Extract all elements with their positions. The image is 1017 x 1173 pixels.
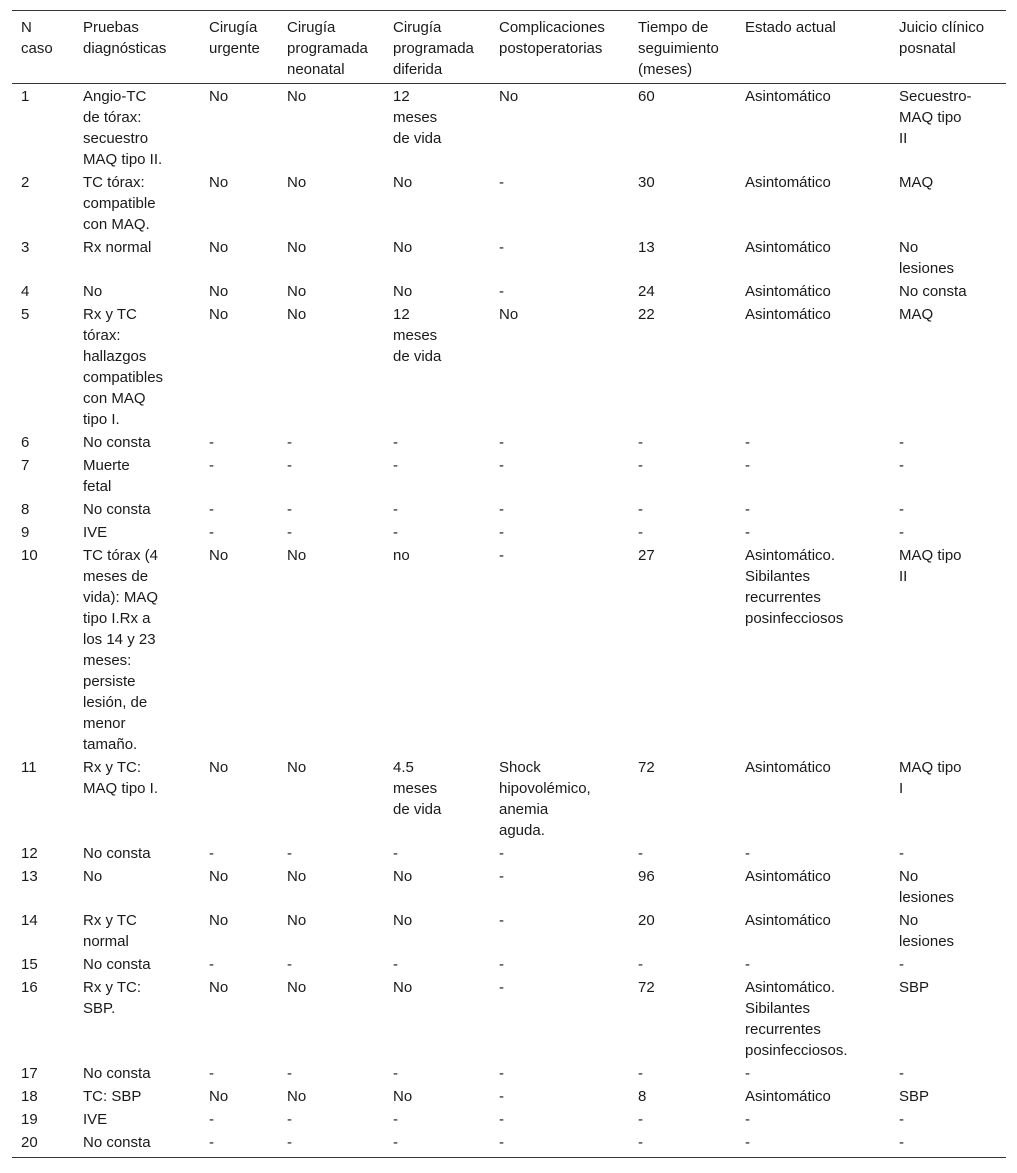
table-row bbox=[12, 84, 1006, 172]
cell-case-number: 6 bbox=[21, 434, 30, 451]
header-followup-time: Tiempo de seguimiento (meses) bbox=[638, 19, 719, 78]
header-urgent-surgery: Cirugía urgente bbox=[209, 19, 260, 57]
cell-deferred-surgery: No bbox=[393, 283, 413, 300]
cell-neonatal-surgery: - bbox=[287, 524, 292, 541]
cell-diagnostic-tests: No consta bbox=[83, 1134, 151, 1151]
cell-diagnostic-tests: Muerte fetal bbox=[83, 457, 130, 495]
cell-postop-complications: - bbox=[499, 239, 504, 256]
cell-case-number: 1 bbox=[21, 88, 30, 105]
cell-diagnostic-tests: TC tórax: compatible con MAQ. bbox=[83, 174, 156, 233]
cell-diagnostic-tests: No consta bbox=[83, 845, 151, 862]
table-row bbox=[12, 454, 1006, 498]
cell-urgent-surgery: No bbox=[209, 1088, 229, 1105]
cell-diagnostic-tests: Rx y TC tórax: hallazgos compatibles con MAQ tipo I. bbox=[83, 306, 164, 428]
cell-postnatal-diagnosis: No lesiones bbox=[899, 868, 955, 906]
cell-urgent-surgery: No bbox=[209, 547, 229, 564]
cell-postop-complications: Shock hipovolémico, anemia aguda. bbox=[499, 759, 591, 839]
cell-urgent-surgery: - bbox=[209, 1134, 214, 1151]
cell-neonatal-surgery: - bbox=[287, 1134, 292, 1151]
table-row bbox=[12, 544, 1006, 756]
table-row bbox=[12, 303, 1006, 431]
cell-urgent-surgery: - bbox=[209, 845, 214, 862]
cell-followup-time: 22 bbox=[638, 306, 655, 323]
cell-deferred-surgery: No bbox=[393, 174, 413, 191]
cell-postop-complications: - bbox=[499, 501, 504, 518]
table-row bbox=[12, 171, 1006, 236]
cell-followup-time: - bbox=[638, 845, 643, 862]
clinical-cases-table bbox=[12, 10, 1006, 1158]
cell-followup-time: - bbox=[638, 956, 643, 973]
cell-urgent-surgery: - bbox=[209, 1065, 214, 1082]
cell-neonatal-surgery: No bbox=[287, 88, 307, 105]
cell-diagnostic-tests: IVE bbox=[83, 1111, 108, 1128]
cell-diagnostic-tests: TC tórax (4 meses de vida): MAQ tipo I.Rx a los 14 y 23 meses: persiste lesión, de menor tamaño. bbox=[83, 547, 159, 753]
table-row bbox=[12, 498, 1006, 521]
cell-postop-complications: - bbox=[499, 956, 504, 973]
cell-case-number: 5 bbox=[21, 306, 30, 323]
cell-urgent-surgery: No bbox=[209, 306, 229, 323]
cell-case-number: 15 bbox=[21, 956, 38, 973]
cell-neonatal-surgery: No bbox=[287, 868, 307, 885]
cell-neonatal-surgery: No bbox=[287, 759, 307, 776]
cell-postnatal-diagnosis: MAQ tipo I bbox=[899, 759, 962, 797]
cell-case-number: 13 bbox=[21, 868, 38, 885]
cell-postop-complications: - bbox=[499, 868, 504, 885]
cell-postop-complications: - bbox=[499, 524, 504, 541]
cell-diagnostic-tests: Rx y TC: MAQ tipo I. bbox=[83, 759, 159, 797]
cell-postnatal-diagnosis: - bbox=[899, 524, 904, 541]
table-header bbox=[12, 11, 1006, 84]
cell-urgent-surgery: No bbox=[209, 283, 229, 300]
cell-case-number: 3 bbox=[21, 239, 30, 256]
cell-neonatal-surgery: - bbox=[287, 501, 292, 518]
cell-postnatal-diagnosis: No consta bbox=[899, 283, 967, 300]
cell-postnatal-diagnosis: - bbox=[899, 1134, 904, 1151]
cell-current-status: Asintomático bbox=[745, 759, 831, 776]
table-row bbox=[12, 976, 1006, 1062]
cell-case-number: 16 bbox=[21, 979, 38, 996]
cell-urgent-surgery: No bbox=[209, 979, 229, 996]
cell-neonatal-surgery: No bbox=[287, 979, 307, 996]
cell-followup-time: - bbox=[638, 501, 643, 518]
cell-urgent-surgery: - bbox=[209, 457, 214, 474]
table-body bbox=[12, 84, 1006, 1158]
cell-case-number: 18 bbox=[21, 1088, 38, 1105]
table-row bbox=[12, 431, 1006, 454]
table-row bbox=[12, 909, 1006, 953]
cell-current-status: Asintomático bbox=[745, 239, 831, 256]
cell-current-status: Asintomático. Sibilantes recurrentes posinfecciosos bbox=[745, 547, 844, 627]
cell-followup-time: 27 bbox=[638, 547, 655, 564]
cell-urgent-surgery: - bbox=[209, 956, 214, 973]
cell-postop-complications: - bbox=[499, 434, 504, 451]
cell-diagnostic-tests: Rx normal bbox=[83, 239, 152, 256]
cell-followup-time: 20 bbox=[638, 912, 655, 929]
cell-current-status: - bbox=[745, 434, 750, 451]
cell-urgent-surgery: No bbox=[209, 759, 229, 776]
cell-case-number: 19 bbox=[21, 1111, 38, 1128]
cell-neonatal-surgery: No bbox=[287, 306, 307, 323]
cell-neonatal-surgery: No bbox=[287, 174, 307, 191]
cell-case-number: 8 bbox=[21, 501, 30, 518]
cell-postnatal-diagnosis: - bbox=[899, 1111, 904, 1128]
cell-diagnostic-tests: Rx y TC: SBP. bbox=[83, 979, 142, 1017]
cell-neonatal-surgery: No bbox=[287, 547, 307, 564]
cell-urgent-surgery: - bbox=[209, 434, 214, 451]
table-row bbox=[12, 521, 1006, 544]
cell-followup-time: 72 bbox=[638, 759, 655, 776]
cell-postop-complications: No bbox=[499, 306, 519, 323]
cell-current-status: - bbox=[745, 457, 750, 474]
cell-case-number: 17 bbox=[21, 1065, 38, 1082]
table-row bbox=[12, 1062, 1006, 1085]
cell-postop-complications: - bbox=[499, 457, 504, 474]
cell-postop-complications: - bbox=[499, 1134, 504, 1151]
cell-followup-time: - bbox=[638, 1134, 643, 1151]
cell-neonatal-surgery: - bbox=[287, 434, 292, 451]
cell-followup-time: 72 bbox=[638, 979, 655, 996]
cell-deferred-surgery: - bbox=[393, 1134, 398, 1151]
cell-case-number: 10 bbox=[21, 547, 38, 564]
cell-deferred-surgery: 12 meses de vida bbox=[393, 306, 442, 365]
cell-deferred-surgery: No bbox=[393, 979, 413, 996]
cell-current-status: - bbox=[745, 1134, 750, 1151]
cell-diagnostic-tests: No consta bbox=[83, 434, 151, 451]
cell-diagnostic-tests: No bbox=[83, 868, 103, 885]
cell-deferred-surgery: - bbox=[393, 956, 398, 973]
cell-deferred-surgery: - bbox=[393, 501, 398, 518]
cell-postop-complications: - bbox=[499, 547, 504, 564]
cell-current-status: - bbox=[745, 1065, 750, 1082]
cell-deferred-surgery: No bbox=[393, 239, 413, 256]
cell-postnatal-diagnosis: - bbox=[899, 434, 904, 451]
cell-postop-complications: - bbox=[499, 174, 504, 191]
cell-postnatal-diagnosis: - bbox=[899, 1065, 904, 1082]
cell-postnatal-diagnosis: SBP bbox=[899, 1088, 930, 1105]
cell-followup-time: 60 bbox=[638, 88, 655, 105]
cell-neonatal-surgery: No bbox=[287, 912, 307, 929]
table-row bbox=[12, 280, 1006, 303]
cell-postop-complications: - bbox=[499, 283, 504, 300]
cell-followup-time: 13 bbox=[638, 239, 655, 256]
header-postop-complications: Complicaciones postoperatorias bbox=[499, 19, 605, 57]
cell-neonatal-surgery: - bbox=[287, 1065, 292, 1082]
cell-postnatal-diagnosis: - bbox=[899, 956, 904, 973]
cell-postnatal-diagnosis: MAQ bbox=[899, 306, 934, 323]
cell-urgent-surgery: No bbox=[209, 912, 229, 929]
cell-current-status: Asintomático. Sibilantes recurrentes posinfecciosos. bbox=[745, 979, 848, 1059]
cell-current-status: Asintomático bbox=[745, 868, 831, 885]
cell-diagnostic-tests: No consta bbox=[83, 956, 151, 973]
cell-urgent-surgery: No bbox=[209, 174, 229, 191]
cell-urgent-surgery: No bbox=[209, 239, 229, 256]
cell-urgent-surgery: No bbox=[209, 88, 229, 105]
cell-case-number: 2 bbox=[21, 174, 30, 191]
cell-current-status: Asintomático bbox=[745, 88, 831, 105]
cell-followup-time: - bbox=[638, 434, 643, 451]
cell-postop-complications: - bbox=[499, 912, 504, 929]
cell-deferred-surgery: - bbox=[393, 524, 398, 541]
cell-diagnostic-tests: No consta bbox=[83, 501, 151, 518]
cell-postnatal-diagnosis: SBP bbox=[899, 979, 930, 996]
cell-diagnostic-tests: IVE bbox=[83, 524, 108, 541]
cell-diagnostic-tests: Rx y TC normal bbox=[83, 912, 137, 950]
cell-diagnostic-tests: Angio-TC de tórax: secuestro MAQ tipo II. bbox=[83, 88, 163, 168]
cell-case-number: 12 bbox=[21, 845, 38, 862]
cell-urgent-surgery: - bbox=[209, 501, 214, 518]
cell-followup-time: - bbox=[638, 457, 643, 474]
table-row bbox=[12, 953, 1006, 976]
cell-postnatal-diagnosis: No lesiones bbox=[899, 912, 955, 950]
cell-current-status: Asintomático bbox=[745, 306, 831, 323]
header-diagnostic-tests: Pruebas diagnósticas bbox=[83, 19, 167, 57]
header-neonatal-surgery: Cirugía programada neonatal bbox=[287, 19, 368, 78]
cell-urgent-surgery: - bbox=[209, 524, 214, 541]
cell-deferred-surgery: - bbox=[393, 457, 398, 474]
table-row bbox=[12, 756, 1006, 842]
cell-case-number: 9 bbox=[21, 524, 30, 541]
cell-current-status: - bbox=[745, 956, 750, 973]
cell-postop-complications: No bbox=[499, 88, 519, 105]
cell-postop-complications: - bbox=[499, 1111, 504, 1128]
cell-postnatal-diagnosis: - bbox=[899, 845, 904, 862]
cell-neonatal-surgery: - bbox=[287, 845, 292, 862]
header-case-number: N caso bbox=[21, 19, 53, 57]
cell-case-number: 11 bbox=[21, 759, 37, 776]
cell-postop-complications: - bbox=[499, 979, 504, 996]
table-row bbox=[12, 842, 1006, 865]
cell-deferred-surgery: - bbox=[393, 845, 398, 862]
cell-neonatal-surgery: - bbox=[287, 956, 292, 973]
cell-postop-complications: - bbox=[499, 1088, 504, 1105]
cell-neonatal-surgery: - bbox=[287, 457, 292, 474]
cell-neonatal-surgery: No bbox=[287, 239, 307, 256]
cell-postop-complications: - bbox=[499, 845, 504, 862]
cell-postop-complications: - bbox=[499, 1065, 504, 1082]
cell-current-status: Asintomático bbox=[745, 912, 831, 929]
cell-followup-time: 8 bbox=[638, 1088, 647, 1105]
cell-deferred-surgery: No bbox=[393, 868, 413, 885]
table-row bbox=[12, 865, 1006, 909]
cell-diagnostic-tests: No consta bbox=[83, 1065, 151, 1082]
cell-deferred-surgery: - bbox=[393, 434, 398, 451]
cell-followup-time: 30 bbox=[638, 174, 655, 191]
header-current-status: Estado actual bbox=[745, 19, 836, 36]
cell-neonatal-surgery: No bbox=[287, 283, 307, 300]
cell-deferred-surgery: No bbox=[393, 912, 413, 929]
cell-neonatal-surgery: - bbox=[287, 1111, 292, 1128]
cell-postnatal-diagnosis: MAQ bbox=[899, 174, 934, 191]
table-row bbox=[12, 1131, 1006, 1158]
cell-postnatal-diagnosis: Secuestro- MAQ tipo II bbox=[899, 88, 972, 147]
cell-followup-time: - bbox=[638, 1111, 643, 1128]
cell-deferred-surgery: no bbox=[393, 547, 410, 564]
cell-followup-time: - bbox=[638, 1065, 643, 1082]
table-row bbox=[12, 1085, 1006, 1108]
cell-case-number: 7 bbox=[21, 457, 30, 474]
cell-urgent-surgery: - bbox=[209, 1111, 214, 1128]
cell-deferred-surgery: 4.5 meses de vida bbox=[393, 759, 442, 818]
table-row bbox=[12, 236, 1006, 280]
cell-urgent-surgery: No bbox=[209, 868, 229, 885]
cell-case-number: 14 bbox=[21, 912, 38, 929]
cell-current-status: Asintomático bbox=[745, 174, 831, 191]
cell-postnatal-diagnosis: No lesiones bbox=[899, 239, 955, 277]
cell-current-status: - bbox=[745, 845, 750, 862]
header-postnatal-diagnosis: Juicio clínico posnatal bbox=[899, 19, 985, 57]
cell-deferred-surgery: 12 meses de vida bbox=[393, 88, 442, 147]
cell-current-status: Asintomático bbox=[745, 1088, 831, 1105]
clinical-table-container bbox=[12, 10, 1006, 1158]
header-row bbox=[12, 11, 1006, 84]
cell-current-status: Asintomático bbox=[745, 283, 831, 300]
cell-followup-time: 24 bbox=[638, 283, 655, 300]
cell-postnatal-diagnosis: - bbox=[899, 501, 904, 518]
cell-deferred-surgery: - bbox=[393, 1111, 398, 1128]
cell-deferred-surgery: - bbox=[393, 1065, 398, 1082]
cell-current-status: - bbox=[745, 501, 750, 518]
cell-diagnostic-tests: TC: SBP bbox=[83, 1088, 142, 1105]
cell-case-number: 4 bbox=[21, 283, 30, 300]
cell-case-number: 20 bbox=[21, 1134, 38, 1151]
table-row bbox=[12, 1108, 1006, 1131]
cell-followup-time: 96 bbox=[638, 868, 655, 885]
cell-postnatal-diagnosis: MAQ tipo II bbox=[899, 547, 962, 585]
cell-deferred-surgery: No bbox=[393, 1088, 413, 1105]
header-deferred-surgery: Cirugía programada diferida bbox=[393, 19, 474, 78]
cell-postnatal-diagnosis: - bbox=[899, 457, 904, 474]
cell-current-status: - bbox=[745, 524, 750, 541]
cell-followup-time: - bbox=[638, 524, 643, 541]
cell-diagnostic-tests: No bbox=[83, 283, 103, 300]
cell-current-status: - bbox=[745, 1111, 750, 1128]
cell-neonatal-surgery: No bbox=[287, 1088, 307, 1105]
